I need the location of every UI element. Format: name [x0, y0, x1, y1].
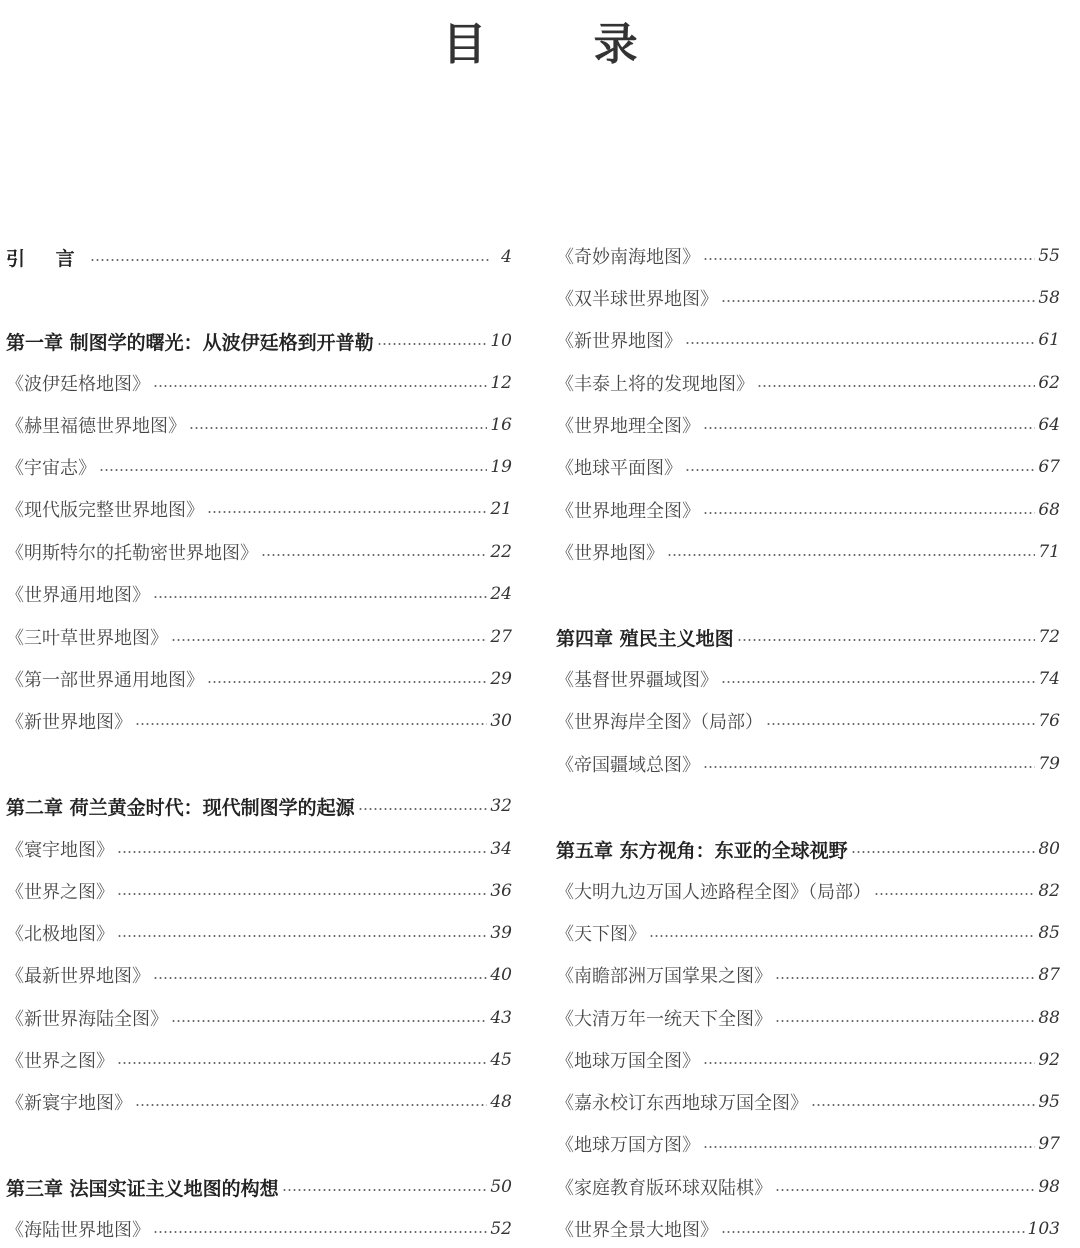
toc-entry-title: 《新世界地图》 — [6, 712, 132, 733]
toc-page-number: 48 — [490, 1092, 512, 1112]
dot-leader — [207, 511, 487, 513]
dot-leader — [117, 851, 487, 853]
toc-entry-title: 《帝国疆域总图》 — [556, 755, 700, 776]
dot-leader — [703, 512, 1035, 514]
dot-leader — [90, 259, 491, 261]
toc-entry-title: 《第一部世界通用地图》 — [6, 670, 204, 691]
toc-page-number: 52 — [490, 1219, 512, 1239]
toc-entry-title: 《天下图》 — [556, 924, 646, 945]
dot-leader — [117, 1062, 487, 1064]
toc-entry-title: 《世界海岸全图》（局部） — [556, 712, 763, 733]
toc-page-number: 22 — [490, 542, 512, 562]
dot-leader — [358, 808, 488, 810]
dot-leader — [851, 851, 1036, 853]
toc-page-number: 19 — [490, 457, 512, 477]
toc-page-number: 62 — [1038, 373, 1060, 393]
toc-page-number: 50 — [490, 1177, 512, 1197]
toc-page-number: 12 — [490, 373, 512, 393]
dot-leader — [775, 1020, 1035, 1022]
dot-leader — [703, 427, 1035, 429]
dot-leader — [757, 385, 1035, 387]
toc-entry[interactable] — [6, 918, 512, 948]
toc-page-number: 79 — [1038, 754, 1060, 774]
toc-entry[interactable] — [556, 368, 1060, 398]
toc-chapter[interactable] — [6, 791, 512, 821]
dot-leader — [135, 1104, 487, 1106]
dot-leader — [766, 723, 1035, 725]
toc-page-number: 55 — [1038, 246, 1060, 266]
dot-leader — [153, 977, 487, 979]
toc-entry-title: 《最新世界地图》 — [6, 966, 150, 987]
toc-entry[interactable] — [556, 283, 1060, 313]
toc-entry-title: 《宇宙志》 — [6, 458, 96, 479]
dot-leader — [685, 342, 1035, 344]
toc-entry[interactable] — [6, 494, 512, 524]
toc-page-number: 67 — [1038, 457, 1060, 477]
toc-page-number: 87 — [1038, 965, 1060, 985]
toc-entry[interactable] — [6, 368, 512, 398]
dot-leader — [171, 1020, 487, 1022]
toc-entry[interactable] — [556, 452, 1060, 482]
toc-entry-title: 《海陆世界地图》 — [6, 1220, 150, 1241]
toc-page-number: 71 — [1038, 542, 1060, 562]
toc-entry[interactable] — [6, 834, 512, 864]
page-title: 目 录 — [442, 19, 684, 70]
toc-entry-title: 《世界之图》 — [6, 1051, 114, 1072]
toc-entry-title: 《世界地理全图》 — [556, 416, 700, 437]
toc-entry-title: 第一章 制图学的曙光：从波伊廷格到开普勒 — [6, 331, 374, 354]
toc-entry-title: 《嘉永校订东西地球万国全图》 — [556, 1093, 808, 1114]
toc-entry-title: 《地球万国全图》 — [556, 1051, 700, 1072]
dot-leader — [703, 1062, 1035, 1064]
toc-page-number: 29 — [490, 669, 512, 689]
toc-chapter[interactable] — [6, 326, 512, 356]
dot-leader — [703, 258, 1035, 260]
toc-entry-title: 《世界地理全图》 — [556, 501, 700, 522]
dot-leader — [261, 554, 487, 556]
toc-page-number: 10 — [490, 331, 512, 351]
toc-entry-title: 《地球平面图》 — [556, 458, 682, 479]
dot-leader — [171, 639, 487, 641]
toc-page-number: 85 — [1038, 923, 1060, 943]
dot-leader — [649, 935, 1035, 937]
toc-entry-title: 第三章 法国实证主义地图的构想 — [6, 1177, 279, 1200]
toc-entry-title: 《世界之图》 — [6, 882, 114, 903]
toc-entry-title: 《北极地图》 — [6, 924, 114, 945]
toc-entry-title: 《新寰宇地图》 — [6, 1093, 132, 1114]
dot-leader — [721, 681, 1035, 683]
toc-entry[interactable] — [556, 706, 1060, 736]
toc-entry-title: 《双半球世界地图》 — [556, 289, 718, 310]
toc-entry[interactable] — [556, 1003, 1060, 1033]
toc-entry[interactable] — [556, 960, 1060, 990]
dot-leader — [135, 723, 487, 725]
toc-entry[interactable] — [556, 918, 1060, 948]
toc-entry[interactable] — [556, 664, 1060, 694]
toc-page-number: 27 — [490, 627, 512, 647]
toc-page-number: 45 — [490, 1050, 512, 1070]
dot-leader — [377, 343, 488, 345]
toc-page-number: 34 — [490, 839, 512, 859]
toc-page-number: 97 — [1038, 1134, 1060, 1154]
dot-leader — [153, 385, 487, 387]
toc-page-number: 76 — [1038, 711, 1060, 731]
toc-entry-title: 第二章 荷兰黄金时代：现代制图学的起源 — [6, 796, 355, 819]
toc-entry-title: 《新世界地图》 — [556, 331, 682, 352]
toc-entry[interactable] — [6, 579, 512, 609]
dot-leader — [282, 1189, 488, 1191]
toc-entry-title: 第五章 东方视角：东亚的全球视野 — [556, 839, 848, 862]
dot-leader — [721, 1231, 1025, 1233]
toc-entry-title: 《世界通用地图》 — [6, 585, 150, 606]
toc-intro[interactable] — [6, 242, 512, 272]
toc-page-number: 88 — [1038, 1008, 1060, 1028]
toc-page-number: 95 — [1038, 1092, 1060, 1112]
toc-entry[interactable] — [556, 495, 1060, 525]
toc-entry-title: 《新世界海陆全图》 — [6, 1009, 168, 1030]
toc-entry[interactable] — [6, 1087, 512, 1117]
toc-page-number: 30 — [490, 711, 512, 731]
dot-leader — [775, 1189, 1035, 1191]
toc-entry[interactable] — [556, 876, 1060, 906]
dot-leader — [811, 1104, 1035, 1106]
dot-leader — [874, 893, 1035, 895]
toc-page-number: 39 — [490, 923, 512, 943]
dot-leader — [703, 766, 1035, 768]
toc-entry[interactable] — [556, 1129, 1060, 1159]
dot-leader — [775, 977, 1035, 979]
dot-leader — [117, 935, 487, 937]
dot-leader — [117, 893, 487, 895]
toc-entry-title: 《现代版完整世界地图》 — [6, 500, 204, 521]
toc-page-number: 98 — [1038, 1177, 1060, 1197]
toc-page-number: 72 — [1038, 627, 1060, 647]
toc-entry-title: 《基督世界疆域图》 — [556, 670, 718, 691]
toc-entry-title: 《波伊廷格地图》 — [6, 374, 150, 395]
toc-entry-title: 《家庭教育版环球双陆棋》 — [556, 1178, 772, 1199]
toc-entry-title: 《赫里福德世界地图》 — [6, 416, 186, 437]
toc-entry-title: 《世界全景大地图》 — [556, 1220, 718, 1241]
toc-entry[interactable] — [6, 960, 512, 990]
toc-page-number: 21 — [490, 499, 512, 519]
toc-page-number: 24 — [490, 584, 512, 604]
toc-entry[interactable] — [556, 1214, 1060, 1244]
dot-leader — [99, 469, 487, 471]
toc-entry[interactable] — [556, 410, 1060, 440]
toc-entry[interactable] — [6, 1003, 512, 1033]
toc-entry[interactable] — [6, 664, 512, 694]
dot-leader — [189, 427, 487, 429]
toc-chapter[interactable] — [556, 622, 1060, 652]
dot-leader — [703, 1146, 1035, 1148]
toc-entry-title: 《南瞻部洲万国掌果之图》 — [556, 966, 772, 987]
toc-page-number: 4 — [501, 247, 512, 267]
toc-page-number: 58 — [1038, 288, 1060, 308]
toc-page-number: 80 — [1038, 839, 1060, 859]
dot-leader — [153, 1231, 487, 1233]
toc-page-number: 74 — [1038, 669, 1060, 689]
toc-page-number: 43 — [490, 1008, 512, 1028]
toc-page-number: 92 — [1038, 1050, 1060, 1070]
dot-leader — [207, 681, 487, 683]
toc-entry-title: 《大明九边万国人迹路程全图》（局部） — [556, 882, 871, 903]
dot-leader — [667, 554, 1035, 556]
toc-entry-title: 《大清万年一统天下全图》 — [556, 1009, 772, 1030]
toc-entry[interactable] — [556, 749, 1060, 779]
toc-entry[interactable] — [556, 241, 1060, 271]
toc-entry[interactable] — [556, 1172, 1060, 1202]
toc-entry[interactable] — [6, 1214, 512, 1244]
toc-entry-title: 《世界地图》 — [556, 543, 664, 564]
toc-page-number: 82 — [1038, 881, 1060, 901]
toc-entry[interactable] — [556, 325, 1060, 355]
toc-entry-title: 《奇妙南海地图》 — [556, 247, 700, 268]
toc-entry[interactable] — [6, 876, 512, 906]
toc-page-number: 40 — [490, 965, 512, 985]
dot-leader — [737, 639, 1036, 641]
toc-entry-title: 《三叶草世界地图》 — [6, 628, 168, 649]
toc-entry[interactable] — [6, 537, 512, 567]
toc-entry-title: 引 言 — [6, 247, 87, 270]
dot-leader — [685, 469, 1035, 471]
toc-page-number: 68 — [1038, 500, 1060, 520]
toc-entry[interactable] — [6, 706, 512, 736]
toc-entry[interactable] — [556, 537, 1060, 567]
toc-page-number: 103 — [1027, 1219, 1060, 1239]
toc-page-number: 64 — [1038, 415, 1060, 435]
toc-entry-title: 第四章 殖民主义地图 — [556, 627, 734, 650]
toc-entry-title: 《寰宇地图》 — [6, 840, 114, 861]
toc-entry[interactable] — [556, 1045, 1060, 1075]
toc-entry-title: 《明斯特尔的托勒密世界地图》 — [6, 543, 258, 564]
toc-page-number: 36 — [490, 881, 512, 901]
dot-leader — [721, 300, 1035, 302]
toc-page-number: 61 — [1038, 330, 1060, 350]
toc-entry-title: 《丰泰上将的发现地图》 — [556, 374, 754, 395]
toc-chapter[interactable] — [556, 834, 1060, 864]
toc-entry[interactable] — [6, 410, 512, 440]
toc-entry[interactable] — [556, 1087, 1060, 1117]
dot-leader — [153, 596, 487, 598]
toc-entry-title: 《地球万国方图》 — [556, 1135, 700, 1156]
toc-page-number: 16 — [490, 415, 512, 435]
toc-page-number: 32 — [490, 796, 512, 816]
toc-chapter[interactable] — [6, 1172, 512, 1202]
toc-entry[interactable] — [6, 1045, 512, 1075]
toc-entry[interactable] — [6, 452, 512, 482]
toc-entry[interactable] — [6, 622, 512, 652]
